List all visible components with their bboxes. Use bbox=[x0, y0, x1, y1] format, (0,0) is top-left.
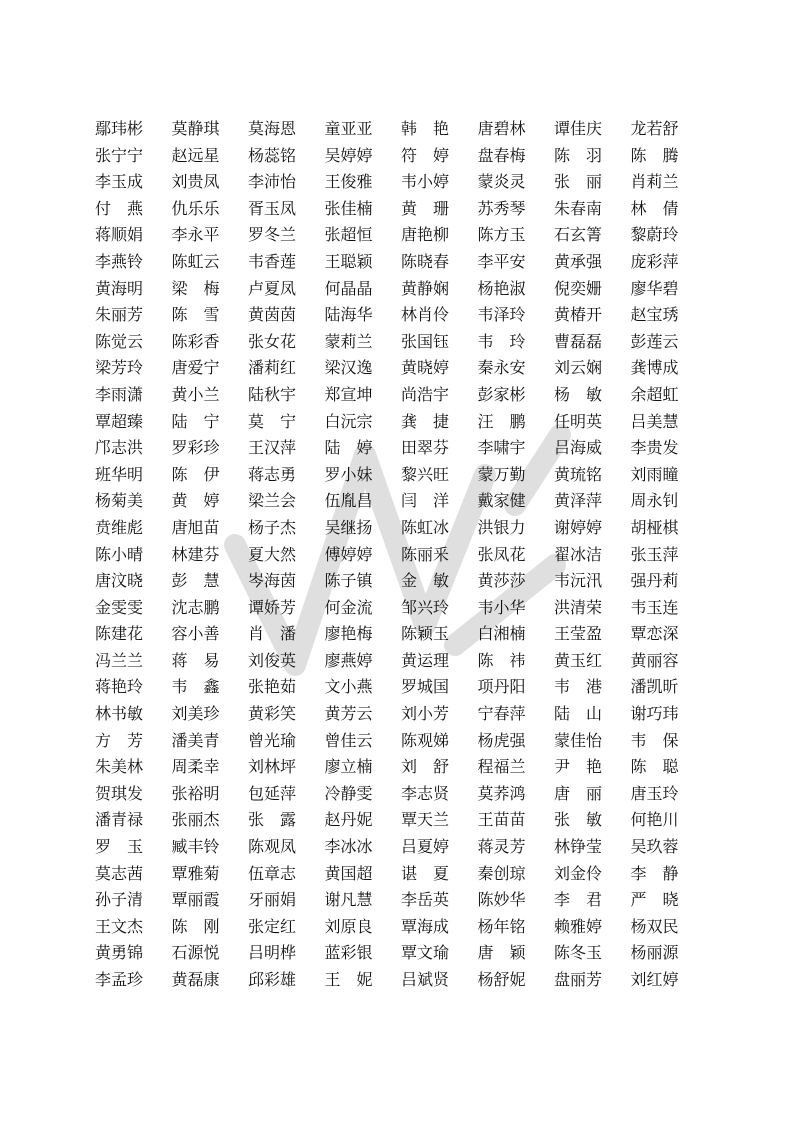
name-entry: 谭佳庆 bbox=[554, 119, 603, 138]
name-entry: 朱春南 bbox=[554, 198, 603, 218]
name-entry: 李冰冰 bbox=[324, 837, 373, 857]
name-entry: 陈建花 bbox=[95, 624, 144, 644]
name-entry: 李燕铃 bbox=[95, 251, 144, 271]
name-entry: 蒙莉兰 bbox=[324, 331, 373, 351]
name-entry: 强丹莉 bbox=[630, 571, 679, 591]
name-entry: 黄芳云 bbox=[324, 704, 373, 724]
name-entry: 蒙万勤 bbox=[477, 464, 526, 484]
name-entry: 梁汉逸 bbox=[324, 358, 373, 378]
name-entry: 罗 玉 bbox=[95, 837, 144, 857]
name-entry: 黄晓婷 bbox=[401, 358, 450, 378]
name-entry: 陈子镇 bbox=[324, 571, 373, 591]
name-entry: 李 君 bbox=[554, 890, 603, 910]
name-entry: 王莹盈 bbox=[554, 624, 603, 644]
name-entry: 陈方玉 bbox=[477, 225, 526, 245]
name-entry: 韦小华 bbox=[477, 597, 526, 617]
name-entry: 覃超臻 bbox=[95, 411, 144, 431]
name-entry: 韦泽玲 bbox=[477, 305, 526, 325]
name-entry: 廖艳梅 bbox=[324, 624, 373, 644]
name-entry: 吕斌贤 bbox=[401, 970, 450, 989]
name-entry: 陈 羽 bbox=[554, 145, 603, 165]
name-entry: 刘美珍 bbox=[171, 704, 220, 724]
name-entry: 汪 鹏 bbox=[477, 411, 526, 431]
name-entry: 赵宝琇 bbox=[630, 305, 679, 325]
name-entry: 李贵发 bbox=[630, 438, 679, 458]
name-entry: 梁 梅 bbox=[171, 278, 220, 298]
name-entry: 陈观凤 bbox=[248, 837, 297, 857]
name-entry: 郑宣坤 bbox=[324, 384, 373, 404]
name-entry: 吴继扬 bbox=[324, 517, 373, 537]
name-entry: 张佳楠 bbox=[324, 198, 373, 218]
name-entry: 张艳茹 bbox=[248, 677, 297, 697]
name-entry: 胥玉凤 bbox=[248, 198, 297, 218]
name-entry: 程福兰 bbox=[477, 757, 526, 777]
name-entry: 黄承强 bbox=[554, 251, 603, 271]
name-entry: 黄茵茵 bbox=[248, 305, 297, 325]
name-entry: 蒋顺娟 bbox=[95, 225, 144, 245]
name-entry: 肖 潘 bbox=[248, 624, 297, 644]
name-entry: 牙丽娟 bbox=[248, 890, 297, 910]
name-entry: 邹兴玲 bbox=[401, 597, 450, 617]
name-entry: 杨丽源 bbox=[630, 943, 679, 963]
name-entry: 韦玉连 bbox=[630, 597, 679, 617]
name-entry: 刘红婷 bbox=[630, 970, 679, 989]
name-entry: 陈冬玉 bbox=[554, 943, 603, 963]
name-entry: 伍胤昌 bbox=[324, 491, 373, 511]
name-entry: 鄢玮彬 bbox=[95, 119, 144, 138]
name-entry: 谌 夏 bbox=[401, 863, 450, 883]
name-entry: 罗彩珍 bbox=[171, 438, 220, 458]
name-entry: 唐 丽 bbox=[554, 783, 603, 803]
name-entry: 韦小婷 bbox=[401, 172, 450, 192]
name-entry: 韦 鑫 bbox=[171, 677, 220, 697]
name-entry: 王文杰 bbox=[95, 916, 144, 936]
name-entry: 何艳川 bbox=[630, 810, 679, 830]
name-entry: 潘凯昕 bbox=[630, 677, 679, 697]
name-entry: 刘贵凤 bbox=[171, 172, 220, 192]
name-entry: 黄 婷 bbox=[171, 491, 220, 511]
name-entry: 林书敏 bbox=[95, 704, 144, 724]
name-entry: 黄泽萍 bbox=[554, 491, 603, 511]
name-entry: 沈志鹏 bbox=[171, 597, 220, 617]
name-entry: 蒋艳玲 bbox=[95, 677, 144, 697]
name-entry: 覃天兰 bbox=[401, 810, 450, 830]
name-entry: 蒋灵芳 bbox=[477, 837, 526, 857]
name-entry: 谭娇芳 bbox=[248, 597, 297, 617]
name-entry: 周柔幸 bbox=[171, 757, 220, 777]
name-entry: 黎蔚玲 bbox=[630, 225, 679, 245]
name-entry: 陈觉云 bbox=[95, 331, 144, 351]
name-entry: 莫志茜 bbox=[95, 863, 144, 883]
name-entry: 张国钰 bbox=[401, 331, 450, 351]
name-entry: 陈观娣 bbox=[401, 730, 450, 750]
name-entry: 赵远星 bbox=[171, 145, 220, 165]
name-entry: 陈 雪 bbox=[171, 305, 220, 325]
name-entry: 黄勇锦 bbox=[95, 943, 144, 963]
name-entry: 吕夏婷 bbox=[401, 837, 450, 857]
name-entry: 王俊雅 bbox=[324, 172, 373, 192]
name-entry: 吕美慧 bbox=[630, 411, 679, 431]
name-entry: 王汉萍 bbox=[248, 438, 297, 458]
name-entry: 胡桠棋 bbox=[630, 517, 679, 537]
name-entry: 邝志洪 bbox=[95, 438, 144, 458]
name-entry: 龙若舒 bbox=[630, 119, 679, 138]
name-entry: 杨年铭 bbox=[477, 916, 526, 936]
name-entry: 翟冰洁 bbox=[554, 544, 603, 564]
name-entry: 黄玉红 bbox=[554, 650, 603, 670]
name-entry: 莫海恩 bbox=[248, 119, 297, 138]
name-entry: 彭家彬 bbox=[477, 384, 526, 404]
name-entry: 覃雅菊 bbox=[171, 863, 220, 883]
name-entry: 吴婷婷 bbox=[324, 145, 373, 165]
name-entry: 张 丽 bbox=[554, 172, 603, 192]
name-entry: 廖燕婷 bbox=[324, 650, 373, 670]
name-entry: 黄运理 bbox=[401, 650, 450, 670]
name-entry: 何金流 bbox=[324, 597, 373, 617]
name-entry: 戴家健 bbox=[477, 491, 526, 511]
name-entry: 陈虹云 bbox=[171, 251, 220, 271]
name-entry: 李岳英 bbox=[401, 890, 450, 910]
name-entry: 唐旭苗 bbox=[171, 517, 220, 537]
name-entry: 傅婷婷 bbox=[324, 544, 373, 564]
name-entry: 夏大然 bbox=[248, 544, 297, 564]
name-entry: 刘金伶 bbox=[554, 863, 603, 883]
name-entry: 张凤花 bbox=[477, 544, 526, 564]
name-entry: 陈丽釆 bbox=[401, 544, 450, 564]
name-entry: 莫 宁 bbox=[248, 411, 297, 431]
name-entry: 陈 聪 bbox=[630, 757, 679, 777]
name-entry: 岑海茵 bbox=[248, 571, 297, 591]
name-entry: 黄国超 bbox=[324, 863, 373, 883]
name-entry: 黄 珊 bbox=[401, 198, 450, 218]
name-entry: 唐玉玲 bbox=[630, 783, 679, 803]
name-entry: 李沛怡 bbox=[248, 172, 297, 192]
name-entry: 金雯雯 bbox=[95, 597, 144, 617]
name-entry: 蒋 易 bbox=[171, 650, 220, 670]
name-entry: 赖雅婷 bbox=[554, 916, 603, 936]
name-entry: 韦 港 bbox=[554, 677, 603, 697]
name-entry: 冯兰兰 bbox=[95, 650, 144, 670]
name-entry: 唐艳柳 bbox=[401, 225, 450, 245]
name-entry: 廖华碧 bbox=[630, 278, 679, 298]
name-entry: 唐汶晓 bbox=[95, 571, 144, 591]
name-entry: 李永平 bbox=[171, 225, 220, 245]
name-entry: 班华明 bbox=[95, 464, 144, 484]
name-entry: 曾佳云 bbox=[324, 730, 373, 750]
name-entry: 龚 捷 bbox=[401, 411, 450, 431]
name-entry: 黄彩笑 bbox=[248, 704, 297, 724]
name-entry: 曾光瑜 bbox=[248, 730, 297, 750]
name-entry: 仇乐乐 bbox=[171, 198, 220, 218]
name-entry: 唐 颖 bbox=[477, 943, 526, 963]
name-entry: 秦永安 bbox=[477, 358, 526, 378]
name-entry: 潘莉红 bbox=[248, 358, 297, 378]
name-entry: 卢夏凤 bbox=[248, 278, 297, 298]
name-entry: 吴玖蓉 bbox=[630, 837, 679, 857]
name-entry: 秦创琼 bbox=[477, 863, 526, 883]
name-entry: 朱美林 bbox=[95, 757, 144, 777]
name-entry: 李雨潇 bbox=[95, 384, 144, 404]
name-entry: 黄海明 bbox=[95, 278, 144, 298]
name-entry: 洪清荣 bbox=[554, 597, 603, 617]
name-entry: 林铮莹 bbox=[554, 837, 603, 857]
name-entry: 蒙佳怡 bbox=[554, 730, 603, 750]
name-entry: 陈 伊 bbox=[171, 464, 220, 484]
name-entry: 付 燕 bbox=[95, 198, 144, 218]
name-entry: 潘美青 bbox=[171, 730, 220, 750]
name-entry: 蒙炎灵 bbox=[477, 172, 526, 192]
name-entry: 刘小芳 bbox=[401, 704, 450, 724]
name-entry: 尚浩宇 bbox=[401, 384, 450, 404]
name-entry: 廖立楠 bbox=[324, 757, 373, 777]
name-entry: 张超恒 bbox=[324, 225, 373, 245]
name-entry: 童亚亚 bbox=[324, 119, 373, 138]
name-entry: 白沅宗 bbox=[324, 411, 373, 431]
name-entry: 黄琉铭 bbox=[554, 464, 603, 484]
name-entry: 陈虹冰 bbox=[401, 517, 450, 537]
name-entry: 符 婷 bbox=[401, 145, 450, 165]
name-entry: 刘雨瞳 bbox=[630, 464, 679, 484]
name-entry: 曹磊磊 bbox=[554, 331, 603, 351]
name-entry: 蓝彩银 bbox=[324, 943, 373, 963]
name-entry: 覃海成 bbox=[401, 916, 450, 936]
name-entry: 覃文瑜 bbox=[401, 943, 450, 963]
name-entry: 陆秋宇 bbox=[248, 384, 297, 404]
name-list-grid bbox=[95, 116, 705, 994]
name-entry: 潘青禄 bbox=[95, 810, 144, 830]
name-entry: 李 静 bbox=[630, 863, 679, 883]
name-entry: 覃丽霞 bbox=[171, 890, 220, 910]
name-entry: 庞彩萍 bbox=[630, 251, 679, 271]
name-entry: 李志贤 bbox=[401, 783, 450, 803]
name-entry: 陈颖玉 bbox=[401, 624, 450, 644]
name-entry: 贺琪发 bbox=[95, 783, 144, 803]
name-entry: 陈晓春 bbox=[401, 251, 450, 271]
name-entry: 杨 敏 bbox=[554, 384, 603, 404]
name-entry: 林肖伶 bbox=[401, 305, 450, 325]
name-entry: 韦 玲 bbox=[477, 331, 526, 351]
name-entry: 杨子杰 bbox=[248, 517, 297, 537]
name-entry: 黄静娴 bbox=[401, 278, 450, 298]
name-entry: 尹 艳 bbox=[554, 757, 603, 777]
name-entry: 罗城国 bbox=[401, 677, 450, 697]
name-entry: 宁春萍 bbox=[477, 704, 526, 724]
name-entry: 田翠芬 bbox=[401, 438, 450, 458]
name-entry: 王 妮 bbox=[324, 970, 373, 989]
name-entry: 杨菊美 bbox=[95, 491, 144, 511]
name-entry: 李孟珍 bbox=[95, 970, 144, 989]
name-entry: 盘春梅 bbox=[477, 145, 526, 165]
name-entry: 刘俊英 bbox=[248, 650, 297, 670]
name-entry: 黄小兰 bbox=[171, 384, 220, 404]
name-entry: 韩 艳 bbox=[401, 119, 450, 138]
name-entry: 陆 宁 bbox=[171, 411, 220, 431]
name-entry: 黄莎莎 bbox=[477, 571, 526, 591]
name-entry: 张玉萍 bbox=[630, 544, 679, 564]
name-entry: 陈 腾 bbox=[630, 145, 679, 165]
name-entry: 文小燕 bbox=[324, 677, 373, 697]
name-entry: 杨双民 bbox=[630, 916, 679, 936]
name-entry: 黄磊康 bbox=[171, 970, 220, 989]
name-entry: 罗小妹 bbox=[324, 464, 373, 484]
name-entry: 梁芳玲 bbox=[95, 358, 144, 378]
name-entry: 韦香莲 bbox=[248, 251, 297, 271]
name-entry: 白湘楠 bbox=[477, 624, 526, 644]
name-entry: 陆 婷 bbox=[324, 438, 373, 458]
name-entry: 肖莉兰 bbox=[630, 172, 679, 192]
name-entry: 周永钊 bbox=[630, 491, 679, 511]
name-entry: 张女花 bbox=[248, 331, 297, 351]
name-entry: 方 芳 bbox=[95, 730, 144, 750]
name-entry: 梁兰会 bbox=[248, 491, 297, 511]
name-entry: 谢巧玮 bbox=[630, 704, 679, 724]
name-entry: 彭 慧 bbox=[171, 571, 220, 591]
name-entry: 李玉成 bbox=[95, 172, 144, 192]
name-entry: 张定红 bbox=[248, 916, 297, 936]
name-entry: 容小善 bbox=[171, 624, 220, 644]
name-entry: 李平安 bbox=[477, 251, 526, 271]
name-entry: 王聪颖 bbox=[324, 251, 373, 271]
name-entry: 杨艳淑 bbox=[477, 278, 526, 298]
name-entry: 朱丽芳 bbox=[95, 305, 144, 325]
name-entry: 陆海华 bbox=[324, 305, 373, 325]
name-entry: 余超虹 bbox=[630, 384, 679, 404]
name-entry: 杨蕊铭 bbox=[248, 145, 297, 165]
name-entry: 陈小晴 bbox=[95, 544, 144, 564]
name-entry: 张 敏 bbox=[554, 810, 603, 830]
name-entry: 张 露 bbox=[248, 810, 297, 830]
name-entry: 黎兴旺 bbox=[401, 464, 450, 484]
name-entry: 彭莲云 bbox=[630, 331, 679, 351]
name-entry: 韦 保 bbox=[630, 730, 679, 750]
name-entry: 莫静琪 bbox=[171, 119, 220, 138]
name-entry: 严 晓 bbox=[630, 890, 679, 910]
name-entry: 陈 刚 bbox=[171, 916, 220, 936]
name-entry: 杨舒妮 bbox=[477, 970, 526, 989]
name-entry: 韦沅汛 bbox=[554, 571, 603, 591]
name-entry: 刘云娴 bbox=[554, 358, 603, 378]
name-entry: 陈 祎 bbox=[477, 650, 526, 670]
name-entry: 谢凡慧 bbox=[324, 890, 373, 910]
name-entry: 张裕明 bbox=[171, 783, 220, 803]
name-entry: 蒋志勇 bbox=[248, 464, 297, 484]
name-entry: 倪奕姗 bbox=[554, 278, 603, 298]
name-entry: 苏秀琴 bbox=[477, 198, 526, 218]
name-entry: 石玄箐 bbox=[554, 225, 603, 245]
name-entry: 陆 山 bbox=[554, 704, 603, 724]
name-entry: 王苗苗 bbox=[477, 810, 526, 830]
name-entry: 覃恋深 bbox=[630, 624, 679, 644]
name-entry: 黄丽容 bbox=[630, 650, 679, 670]
name-entry: 任明英 bbox=[554, 411, 603, 431]
name-entry: 盘丽芳 bbox=[554, 970, 603, 989]
name-entry: 孙子清 bbox=[95, 890, 144, 910]
name-entry: 李啸宇 bbox=[477, 438, 526, 458]
name-entry: 吕海威 bbox=[554, 438, 603, 458]
name-entry: 莫荞鸿 bbox=[477, 783, 526, 803]
name-entry: 赵丹妮 bbox=[324, 810, 373, 830]
name-entry: 林建芬 bbox=[171, 544, 220, 564]
name-entry: 臧丰铃 bbox=[171, 837, 220, 857]
name-entry: 罗冬兰 bbox=[248, 225, 297, 245]
name-entry: 刘林坪 bbox=[248, 757, 297, 777]
name-entry: 唐爱宁 bbox=[171, 358, 220, 378]
name-entry: 张丽杰 bbox=[171, 810, 220, 830]
name-entry: 黄椿开 bbox=[554, 305, 603, 325]
name-entry: 洪银力 bbox=[477, 517, 526, 537]
name-entry: 谢婷婷 bbox=[554, 517, 603, 537]
name-entry: 项丹阳 bbox=[477, 677, 526, 697]
name-entry: 何晶晶 bbox=[324, 278, 373, 298]
name-entry: 陈彩香 bbox=[171, 331, 220, 351]
name-entry: 刘原良 bbox=[324, 916, 373, 936]
name-entry: 杨虎强 bbox=[477, 730, 526, 750]
name-entry: 包延萍 bbox=[248, 783, 297, 803]
name-entry: 陈妙华 bbox=[477, 890, 526, 910]
name-entry: 邱彩雄 bbox=[248, 970, 297, 989]
name-entry: 刘 舒 bbox=[401, 757, 450, 777]
name-entry: 伍章志 bbox=[248, 863, 297, 883]
name-entry: 金 敏 bbox=[401, 571, 450, 591]
name-entry: 闫 洋 bbox=[401, 491, 450, 511]
name-entry: 张宁宁 bbox=[95, 145, 144, 165]
name-entry: 贲维彪 bbox=[95, 517, 144, 537]
name-entry: 吕明桦 bbox=[248, 943, 297, 963]
name-entry: 唐碧林 bbox=[477, 119, 526, 138]
name-entry: 石源悦 bbox=[171, 943, 220, 963]
name-entry: 林 倩 bbox=[630, 198, 679, 218]
name-entry: 龚博成 bbox=[630, 358, 679, 378]
name-entry: 冷静雯 bbox=[324, 783, 373, 803]
